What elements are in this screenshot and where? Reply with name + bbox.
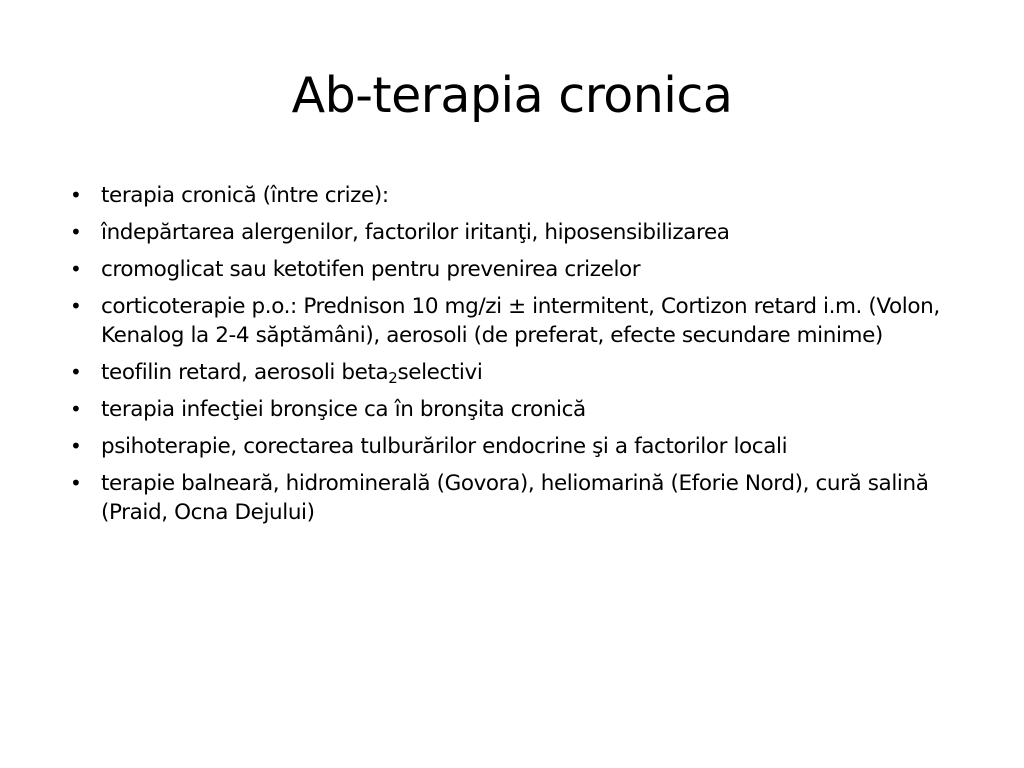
list-item: [70, 218, 970, 247]
list-item: [70, 255, 970, 284]
list-item: [70, 292, 970, 350]
bullet-list: [70, 181, 970, 535]
bullet-icon: •: [70, 360, 82, 384]
bullet-icon: •: [70, 220, 82, 244]
list-item-text: îndepărtarea alergenilor, factorilor iritanţi, hiposensibilizarea: [101, 220, 730, 245]
list-item-text: corticoterapie p.o.: Prednison 10 mg/zi ± intermitent, Cortizon retard i.m. (Volon, Kenalog la 2-4 săptămâni), aerosoli (de preferat, efecte secundare minime): [101, 294, 940, 348]
bullet-icon: •: [70, 294, 82, 318]
list-item-text-after: selectivi: [397, 360, 483, 385]
list-item-text: [101, 360, 482, 385]
list-item: [70, 181, 970, 210]
list-item: [70, 395, 970, 424]
bullet-icon: •: [70, 183, 82, 207]
bullet-icon: •: [70, 397, 82, 421]
list-item-text: terapie balneară, hidrominerală (Govora), heliomarină (Eforie Nord), cură salină (Praid, Ocna Dejului): [101, 471, 929, 525]
list-item: [70, 358, 970, 387]
list-item-text: cromoglicat sau ketotifen pentru prevenirea crizelor: [101, 257, 641, 282]
bullet-icon: •: [70, 471, 82, 495]
list-item-text: psihoterapie, corectarea tulburărilor endocrine şi a factorilor locali: [101, 434, 788, 459]
list-item: [70, 469, 970, 527]
list-item-text-before: teofilin retard, aerosoli beta: [101, 360, 389, 385]
subscript-2: 2: [388, 369, 398, 387]
slide-title: Ab-terapia cronica: [291, 67, 733, 124]
list-item-text: terapia infecţiei bronşice ca în bronşita cronică: [101, 397, 586, 422]
bullet-icon: •: [70, 257, 82, 281]
list-item-text: terapia cronică (între crize):: [101, 183, 389, 208]
bullet-icon: •: [70, 434, 82, 458]
list-item: [70, 432, 970, 461]
